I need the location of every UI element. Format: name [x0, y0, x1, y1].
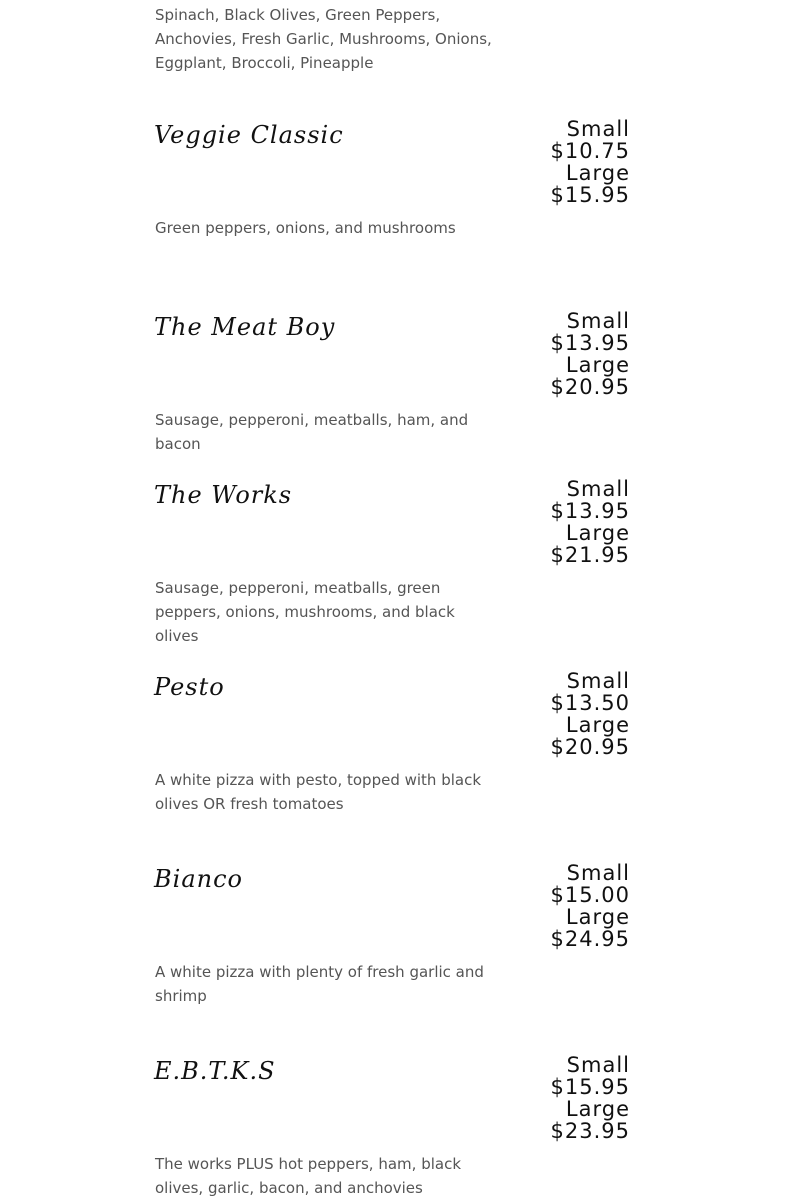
- large-label: Large: [565, 713, 630, 737]
- small-price: $13.95: [550, 331, 630, 355]
- small-price: $10.75: [550, 139, 630, 163]
- item-description: The works PLUS hot peppers, ham, black olives, garlic, bacon, and anchovies: [155, 1155, 462, 1197]
- large-label: Large: [565, 353, 630, 377]
- small-price: $13.95: [550, 499, 630, 523]
- small-price: $13.50: [550, 691, 630, 715]
- small-label: Small: [566, 861, 630, 885]
- large-label: Large: [565, 905, 630, 929]
- item-description: A white pizza with plenty of fresh garlic and shrimp: [155, 963, 484, 1005]
- small-label: Small: [566, 309, 630, 333]
- item-name: The Works: [154, 481, 293, 509]
- item-prices: [551, 310, 630, 398]
- item-prices: [551, 118, 630, 206]
- large-label: Large: [565, 161, 630, 185]
- small-label: Small: [566, 1053, 630, 1077]
- item-description: Sausage, pepperoni, meatballs, ham, and bacon: [155, 411, 469, 453]
- small-price: $15.00: [550, 883, 630, 907]
- item-description: A white pizza with pesto, topped with black olives OR fresh tomatoes: [155, 771, 482, 813]
- large-label: Large: [565, 521, 630, 545]
- large-price: $21.95: [550, 543, 630, 567]
- large-price: $23.95: [550, 1119, 630, 1143]
- small-label: Small: [566, 117, 630, 141]
- small-label: Small: [566, 669, 630, 693]
- item-name: E.B.T.K.S: [154, 1057, 276, 1085]
- large-price: $24.95: [550, 927, 630, 951]
- large-price: $15.95: [550, 183, 630, 207]
- item-name: Veggie Classic: [154, 121, 344, 149]
- item-prices: [551, 478, 630, 566]
- small-label: Small: [566, 477, 630, 501]
- item-name: Pesto: [154, 673, 225, 701]
- large-price: $20.95: [550, 375, 630, 399]
- toppings-description: Spinach, Black Olives, Green Peppers, Anchovies, Fresh Garlic, Mushrooms, Onions, Eggplant, Broccoli, Pineapple: [155, 6, 492, 72]
- large-label: Large: [565, 1097, 630, 1121]
- item-name: The Meat Boy: [154, 313, 336, 341]
- large-price: $20.95: [550, 735, 630, 759]
- item-description: Sausage, pepperoni, meatballs, green peppers, onions, mushrooms, and black olives: [155, 579, 455, 645]
- item-description: Green peppers, onions, and mushrooms: [155, 219, 456, 237]
- small-price: $15.95: [550, 1075, 630, 1099]
- item-name: Bianco: [154, 865, 243, 893]
- item-prices: [551, 862, 630, 950]
- item-prices: [551, 1054, 630, 1142]
- item-prices: [551, 670, 630, 758]
